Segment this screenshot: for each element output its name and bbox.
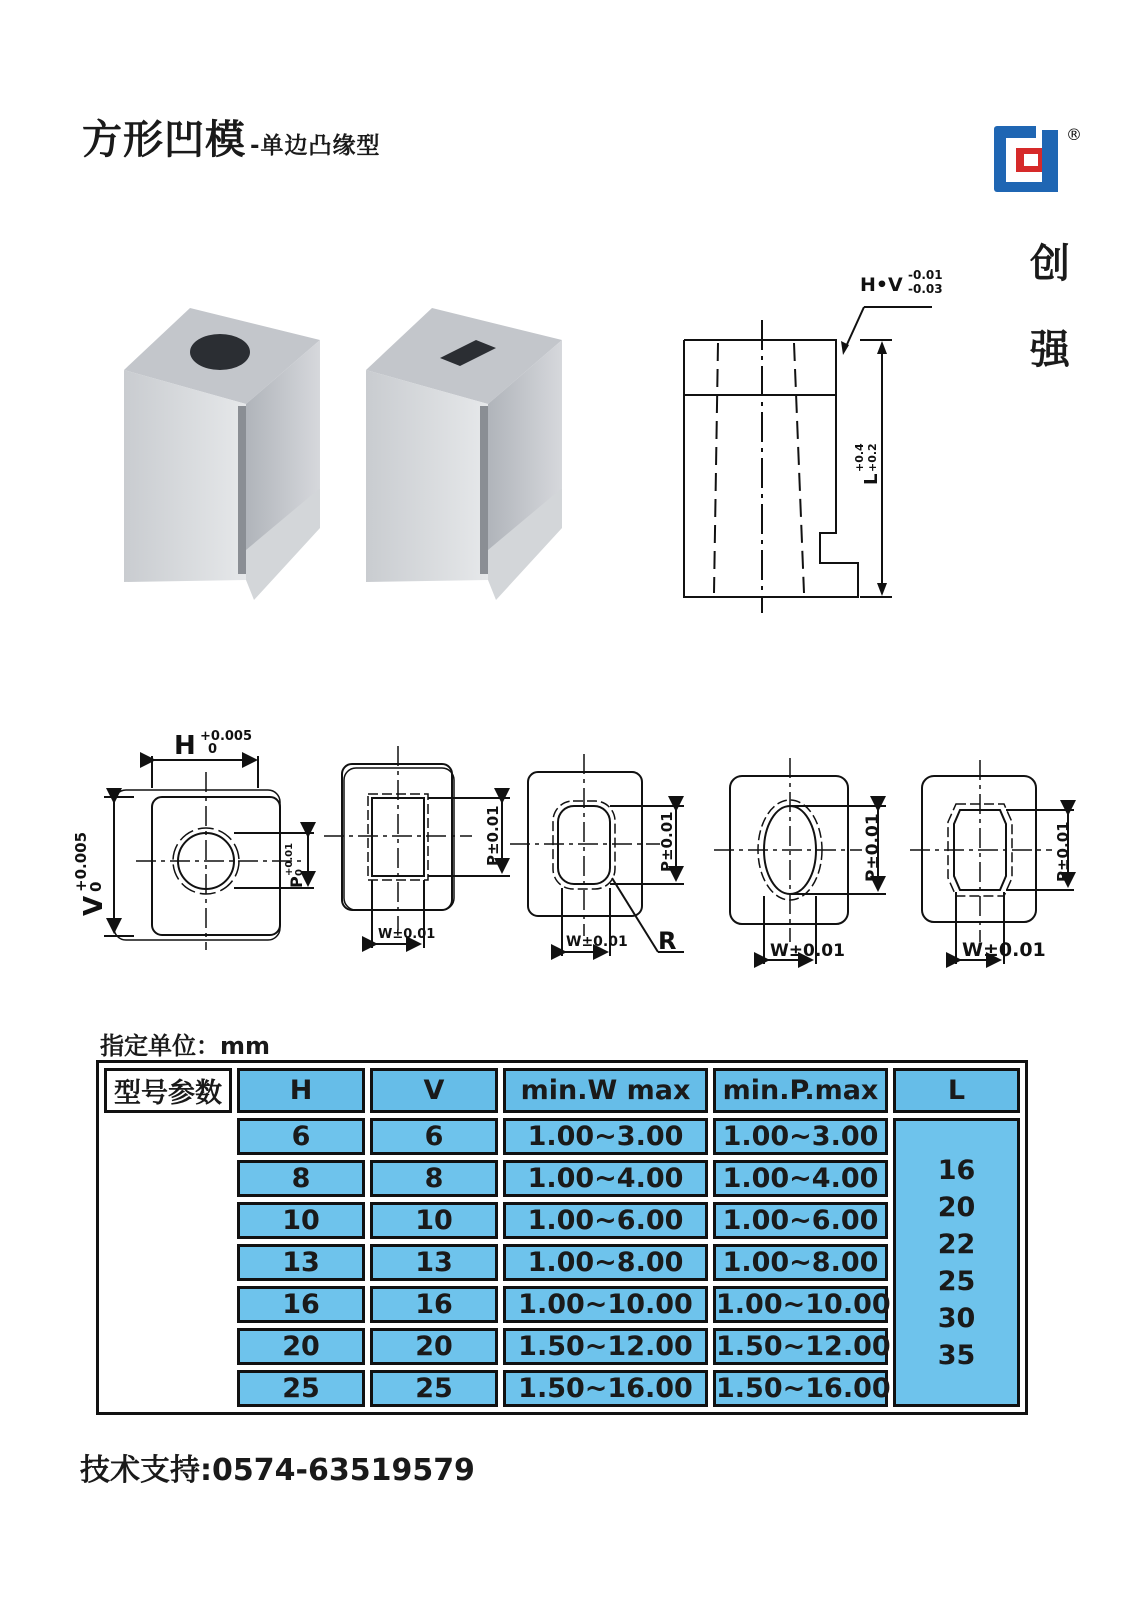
l-value: 20 [937,1191,976,1223]
cell-w: 1.00~6.00 [503,1202,708,1239]
cell-h: 6 [237,1118,365,1155]
cell-v: 8 [370,1160,498,1197]
l-values-cell [893,1118,1020,1407]
cell-p: 1.00~10.00 [713,1286,888,1323]
cell-p: 1.00~4.00 [713,1160,888,1197]
cell-p: 1.00~6.00 [713,1202,888,1239]
p-tol-label-3: P±0.01 [658,811,676,872]
cell-p: 1.00~8.00 [713,1244,888,1281]
cell-w: 1.00~3.00 [503,1118,708,1155]
p-tol-label-2: P±0.01 [484,805,502,866]
header-p-range: min.P.max [713,1068,888,1113]
brand-char-2: 强 [1030,327,1070,373]
w-tol-label-4: W±0.01 [770,941,845,961]
l-value: 30 [937,1302,976,1334]
rect-die-block [366,308,562,600]
header-l: L [893,1068,1020,1113]
cell-w: 1.50~16.00 [503,1370,708,1407]
l-value: 35 [937,1339,976,1371]
w-tol-label-5: W±0.01 [962,939,1046,961]
hv-lower: -0.03 [908,282,943,296]
hv-upper: -0.01 [908,268,943,282]
cell-v: 25 [370,1370,498,1407]
cell-h: 8 [237,1160,365,1197]
cell-p: 1.50~16.00 [713,1370,888,1407]
h-dim-lower: 0 [208,742,218,757]
table-row [104,1160,1020,1197]
h-dim-upper: +0.005 [200,729,253,744]
cell-p: 1.00~3.00 [713,1118,888,1155]
cell-p: 1.50~12.00 [713,1328,888,1365]
cell-w: 1.00~4.00 [503,1160,708,1197]
cell-v: 10 [370,1202,498,1239]
round-hole-view [104,756,314,950]
table-row [104,1328,1020,1365]
cell-w: 1.00~10.00 [503,1286,708,1323]
w-tol-label-2: W±0.01 [378,927,436,942]
table-row [104,1286,1020,1323]
p-tol-label-4: P±0.01 [863,813,883,882]
registered-mark: ® [1066,125,1082,144]
l-lower: +0.2 [866,443,879,472]
cell-v: 13 [370,1244,498,1281]
header-h: H [237,1068,365,1113]
section-drawings [62,720,1102,980]
header-w-range: min.W max [503,1068,708,1113]
page-title [82,108,381,165]
l-value: 22 [937,1228,976,1260]
cell-h: 20 [237,1328,365,1365]
cell-v: 20 [370,1328,498,1365]
l-value: 16 [937,1154,976,1186]
title-subtitle: -单边凸缘型 [250,133,381,159]
spec-table [96,1060,1028,1415]
v-dim-label: V [79,895,109,916]
cell-w: 1.50~12.00 [503,1328,708,1365]
header-model-param: 型号参数 [104,1068,232,1113]
p-round-label: P [287,876,306,888]
tech-support-line: 技术支持:0574-63519579 [80,1453,475,1488]
oval-hole-view [714,758,886,964]
title-main: 方形凹模 [82,117,246,163]
table-row [104,1118,1020,1155]
cell-h: 16 [237,1286,365,1323]
brand-char-1: 创 [1030,241,1070,287]
v-dim-lower: 0 [87,881,105,892]
h-dim-label: H [174,731,196,761]
p-round-lower: 0 [294,869,305,876]
l-value: 25 [937,1265,976,1297]
r-label: R [658,927,677,955]
product-photos [110,300,610,620]
cell-v: 16 [370,1286,498,1323]
p-round-upper: +0.01 [284,842,295,876]
unit-label: 指定单位：mm [100,1032,271,1060]
cell-h: 13 [237,1244,365,1281]
cell-h: 25 [237,1370,365,1407]
flat-oval-hole-view [910,760,1074,964]
side-view-drawing [670,255,960,615]
table-header-row [104,1068,1020,1113]
l-label: L [861,473,882,485]
hv-label: H•V [860,274,903,296]
cell-h: 10 [237,1202,365,1239]
w-tol-label-3: W±0.01 [566,934,628,950]
round-die-block [124,308,320,600]
l-upper: +0.4 [853,443,866,472]
cell-v: 6 [370,1118,498,1155]
brand-logo [990,120,1090,200]
table-row [104,1370,1020,1407]
table-row [104,1244,1020,1281]
p-tol-label-5: P±0.01 [1054,821,1072,882]
v-dim-upper: +0.005 [72,831,90,892]
header-v: V [370,1068,498,1113]
cell-w: 1.00~8.00 [503,1244,708,1281]
model-blank-cell [104,1118,232,1407]
table-row [104,1202,1020,1239]
rect-hole-view [324,746,510,948]
